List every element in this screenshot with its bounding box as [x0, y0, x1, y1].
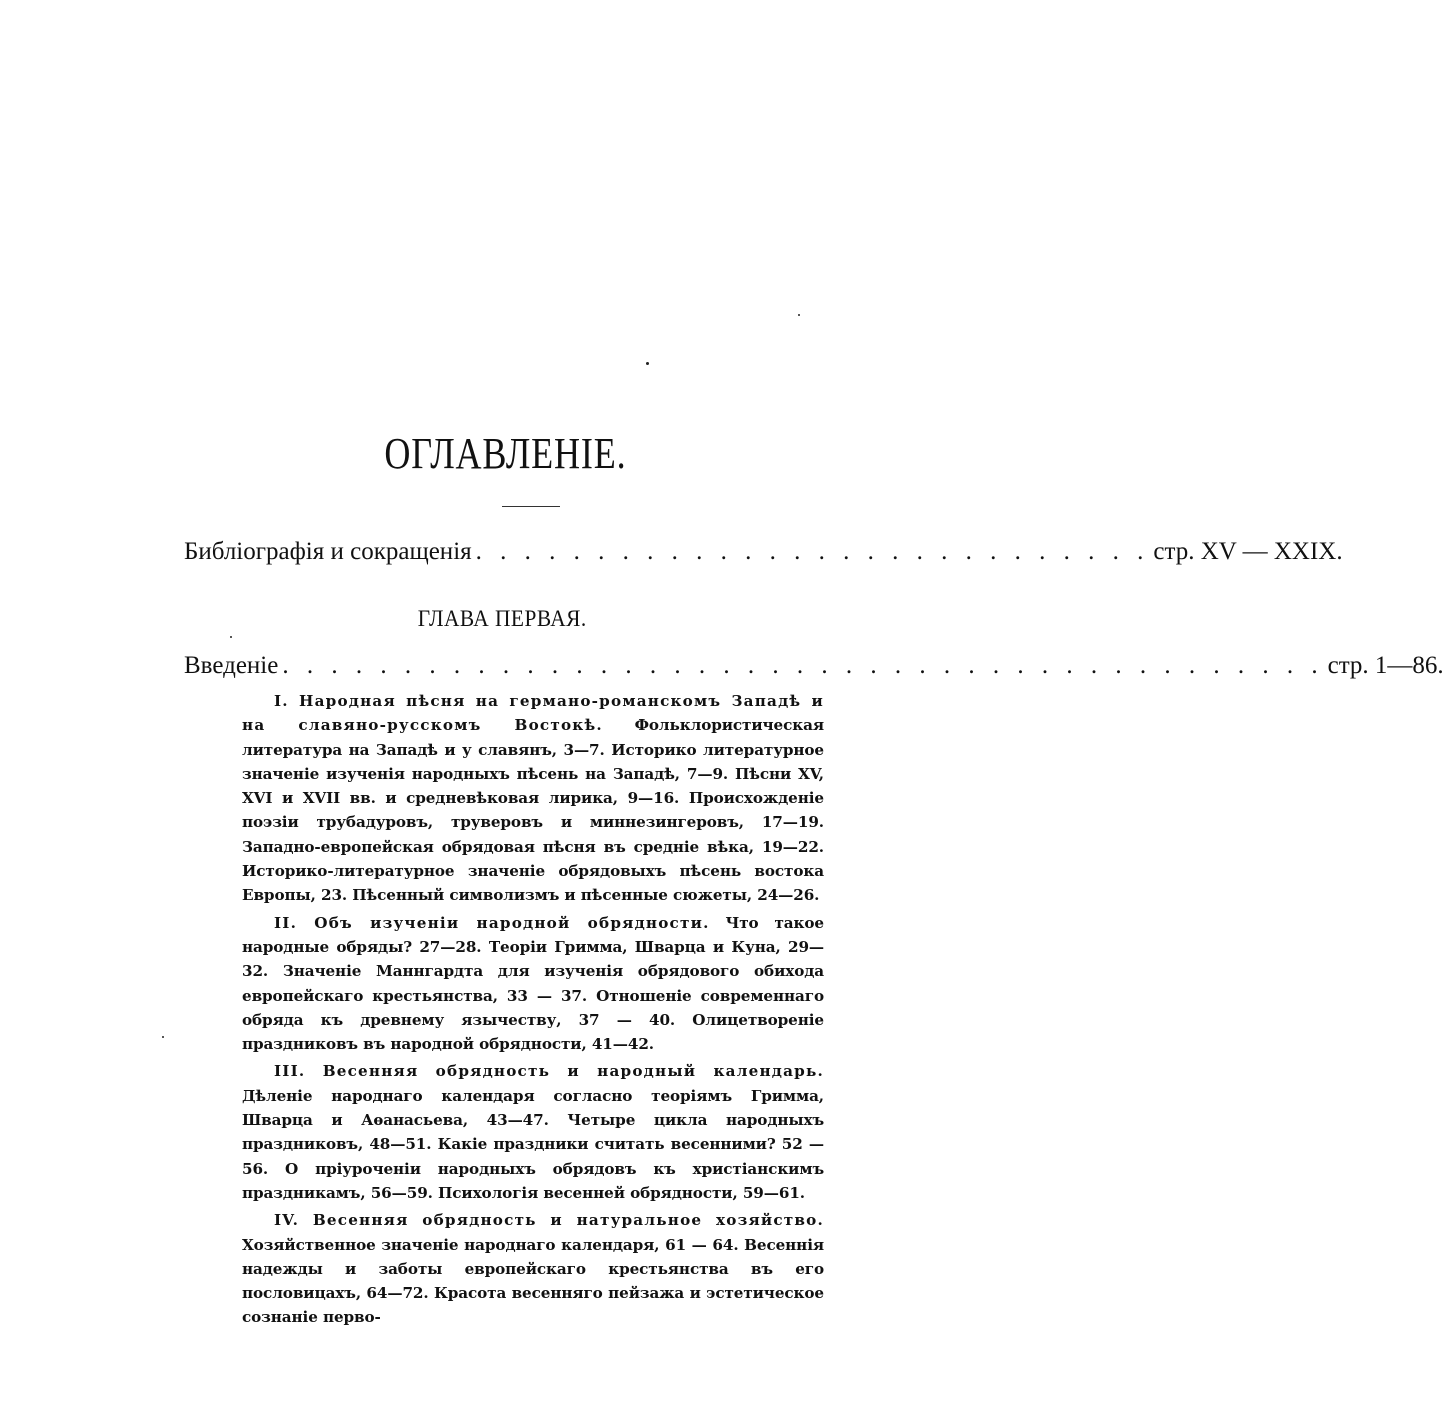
- section-summary: Что такое народные обряды? 27—28. Теоріи Гримма, Шварца и Куна, 29—32. Значеніе Маннгардта для изученія обрядового обихода европейскаго крестьянства, 33 — 37. Отношеніе современнаго обряда къ древнему язычеству, 37 — 40. Олицетвореніе праздниковъ въ народной обрядности, 41—42.: [242, 913, 824, 1054]
- section-summary: Хозяйственное значеніе народнаго календаря, 61 — 64. Весеннія надежды и заботы европейскаго крестьянства въ его пословицахъ, 64—72. Красота весенняго пейзажа и эстетическое сознаніе перво-: [242, 1235, 824, 1327]
- section-heading: III. Весенняя обрядность и народный календарь.: [274, 1062, 824, 1081]
- section-paragraph: [242, 1208, 824, 1329]
- toc-entry-bibliography: [184, 538, 1343, 566]
- section-paragraph: [242, 911, 824, 1057]
- title-divider: [502, 506, 560, 507]
- toc-entry-label: Библіографія и сокращенія: [184, 538, 472, 565]
- toc-entry-introduction: [184, 652, 1444, 680]
- dot-leader: . . . . . . . . . . . . . . . . . . . . . . . . . . . . . . . . . . . . . . . . . . .: [282, 652, 1324, 679]
- section-heading: I. Народная пѣсня на германо-романскомъ Западѣ и на славяно-русскомъ Востокѣ.: [242, 692, 824, 735]
- dot-leader: . . . . . . . . . . . . . . . . . . . . . . . . . . . .: [475, 538, 1150, 565]
- section-paragraph: [242, 1059, 824, 1205]
- section-heading: II. Объ изученіи народной обрядности.: [274, 913, 710, 932]
- toc-page-reference: стр. XV — XXIX.: [1153, 538, 1343, 565]
- print-speck: [798, 314, 800, 316]
- print-speck: [646, 362, 649, 365]
- section-list: [242, 689, 824, 1333]
- section-summary: Фольклористическая литература на Западѣ и у славянъ, 3—7. Историко литературное значеніе изученія народныхъ пѣсень на Западѣ, 7—9. Пѣсни XV, XVI и XVII вв. и средневѣковая лирика, 9—16. Происхожденіе поэзіи трубадуровъ, труверовъ и миннезингеровъ, 17—19. Западно-европейская обрядовая пѣсня въ средніе вѣка, 19—22. Историко-литературное значеніе обрядовыхъ пѣсень востока Европы, 23. Пѣсенный символизмъ и пѣсенные сюжеты, 24—26.: [242, 716, 824, 905]
- section-paragraph: [242, 689, 824, 908]
- print-speck: [230, 636, 232, 638]
- section-summary: Дѣленіе народнаго календаря согласно теоріямъ Гримма, Шварца и Аѳанасьева, 43—47. Четыре цикла народныхъ праздниковъ, 48—51. Какіе праздники считать весенними? 52 — 56. О пріуроченіи народныхъ обрядовъ къ христіанскимъ праздникамъ, 56—59. Психологія весенней обрядности, 59—61.: [242, 1086, 824, 1202]
- section-heading: IV. Весенняя обрядность и натуральное хозяйство.: [274, 1211, 824, 1230]
- toc-page-reference: стр. 1—86.: [1327, 652, 1444, 679]
- print-speck: [162, 1036, 164, 1038]
- chapter-heading: ГЛАВА ПЕРВАЯ.: [417, 606, 587, 631]
- page-title: ОГЛАВЛЕНІЕ.: [384, 429, 627, 478]
- toc-entry-label: Введеніе: [184, 652, 279, 679]
